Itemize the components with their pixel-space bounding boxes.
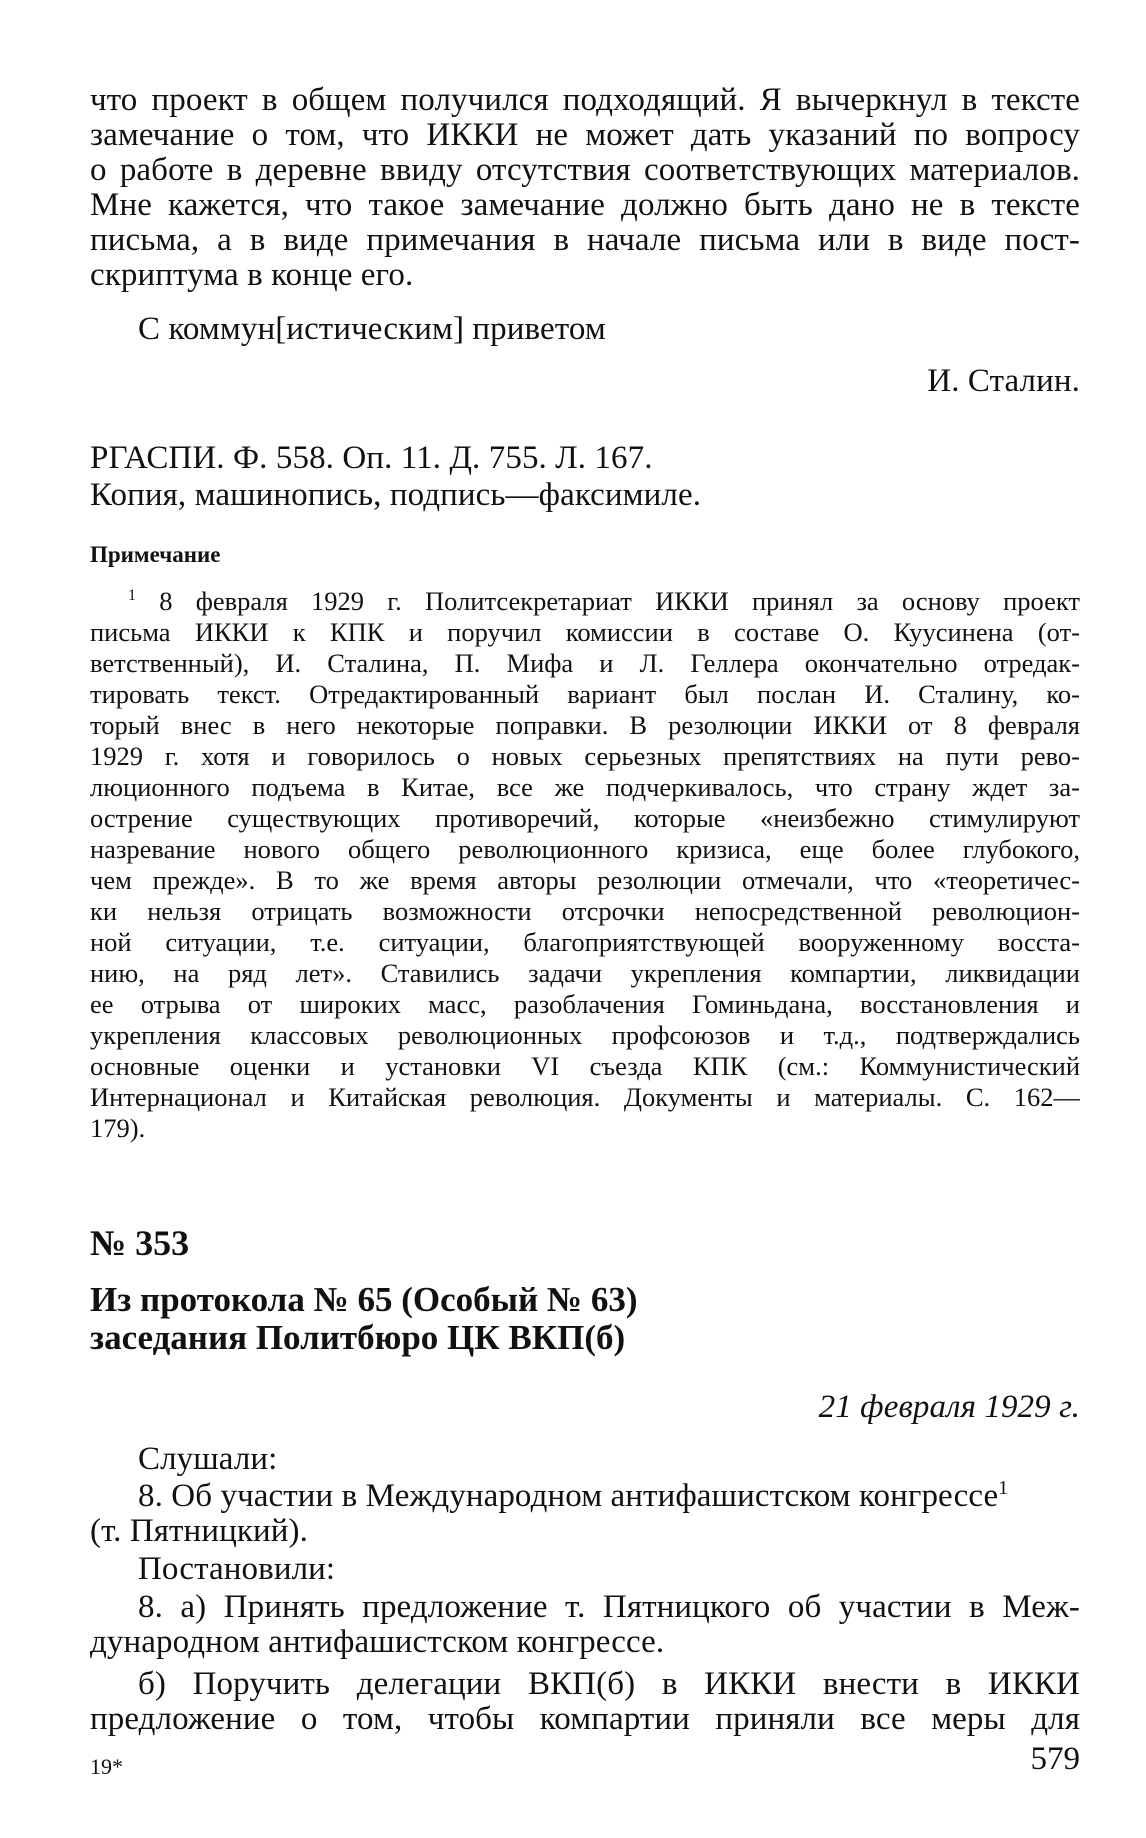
decision-a-cont: дународном антифашистском конгрессе.	[90, 1624, 665, 1660]
document-title-cont: заседания Политбюро ЦК ВКП(б)	[90, 1318, 626, 1357]
footnote-marker: 1	[128, 587, 136, 605]
heard-item-cont: (т. Пятницкий).	[90, 1513, 308, 1549]
footnote-marker: 1	[998, 1478, 1009, 1499]
note-first-line	[90, 586, 1080, 617]
document-title: Из протокола № 65 (Особый № 63)	[90, 1280, 638, 1319]
heard-item	[90, 1478, 1080, 1515]
note-line: торый внес в него некоторые поправки. В резолюции ИККИ от 8 февраля	[90, 710, 1080, 740]
heard-label: Слушали:	[138, 1441, 278, 1477]
note-line: ки нельзя отрицать возможности отсрочки непосредственной революцион-	[90, 896, 1080, 926]
decided-label: Постановили:	[138, 1551, 336, 1587]
note-line: острение существующих противоречий, которые «неизбежно стимулируют	[90, 803, 1080, 833]
note-line: чем прежде». В то же время авторы резолюции отмечали, что «теоретичес-	[90, 865, 1080, 895]
decision-a: 8. а) Принять предложение т. Пятницкого об участии в Меж-	[138, 1589, 1080, 1625]
note-line: назревание нового общего революционного кризиса, еще более глубокого,	[90, 834, 1080, 864]
archive-copy-note: Копия, машинопись, подпись—факсимиле.	[90, 477, 702, 513]
note-line: укрепления классовых революционных профсоюзов и т.д., подтверждались	[90, 1020, 1080, 1050]
page-number: 579	[1030, 1741, 1080, 1777]
note-line: люционного подъема в Китае, все же подчеркивалось, что страну ждет за-	[90, 772, 1080, 802]
note-title: Примечание	[90, 542, 221, 567]
letter-line: о работе в деревне ввиду отсутствия соответствующих материалов.	[90, 152, 1080, 188]
decision-b-cont: предложение о том, чтобы компартии приняли все меры для	[90, 1701, 1080, 1737]
note-line: нию, на ряд лет». Ставились задачи укрепления компартии, ликвидации	[90, 958, 1080, 988]
letter-line: скриптума в конце его.	[90, 257, 414, 293]
letter-line: письма, а в виде примечания в начале письма или в виде пост-	[90, 222, 1080, 258]
decision-b: б) Поручить делегации ВКП(б) в ИККИ внести в ИККИ	[138, 1666, 1080, 1702]
signature: И. Сталин.	[927, 363, 1080, 399]
note-line: 1929 г. хотя и говорилось о новых серьезных препятствиях на пути рево-	[90, 741, 1080, 771]
note-line: Интернационал и Китайская революция. Документы и материалы. С. 162—	[90, 1082, 1080, 1112]
note-line: тировать текст. Отредактированный вариант был послан И. Сталину, ко-	[90, 679, 1080, 709]
note-line: ной ситуации, т.е. ситуации, благоприятствующей вооруженному восста-	[90, 927, 1080, 957]
document-date: 21 февраля 1929 г.	[818, 1389, 1080, 1425]
note-line: 179).	[90, 1113, 146, 1143]
letter-line: Мне кажется, что такое замечание должно быть дано не в тексте	[90, 187, 1080, 223]
heard-item-text: 8. Об участии в Международном антифашистском конгрессе	[138, 1478, 999, 1514]
closing-greeting: С коммун[истическим] приветом	[138, 311, 606, 347]
document-number: № 353	[90, 1223, 190, 1263]
note-line: основные оценки и установки VI съезда КПК (см.: Коммунистический	[90, 1051, 1080, 1081]
note-text: 8 февраля 1929 г. Политсекретариат ИККИ принял за основу проект	[159, 586, 1080, 616]
signature-mark: 19*	[90, 1754, 123, 1779]
letter-line: замечание о том, что ИККИ не может дать указаний по вопросу	[90, 117, 1080, 153]
note-line: ее отрыва от широких масс, разоблачения Гоминьдана, восстановления и	[90, 989, 1080, 1019]
archive-reference: РГАСПИ. Ф. 558. Оп. 11. Д. 755. Л. 167.	[90, 440, 653, 476]
letter-line: что проект в общем получился подходящий. Я вычеркнул в тексте	[90, 82, 1080, 118]
note-line: ветственный), И. Сталина, П. Мифа и Л. Геллера окончательно отредак-	[90, 648, 1080, 678]
note-line: письма ИККИ к КПК и поручил комиссии в составе О. Куусинена (от-	[90, 617, 1080, 647]
